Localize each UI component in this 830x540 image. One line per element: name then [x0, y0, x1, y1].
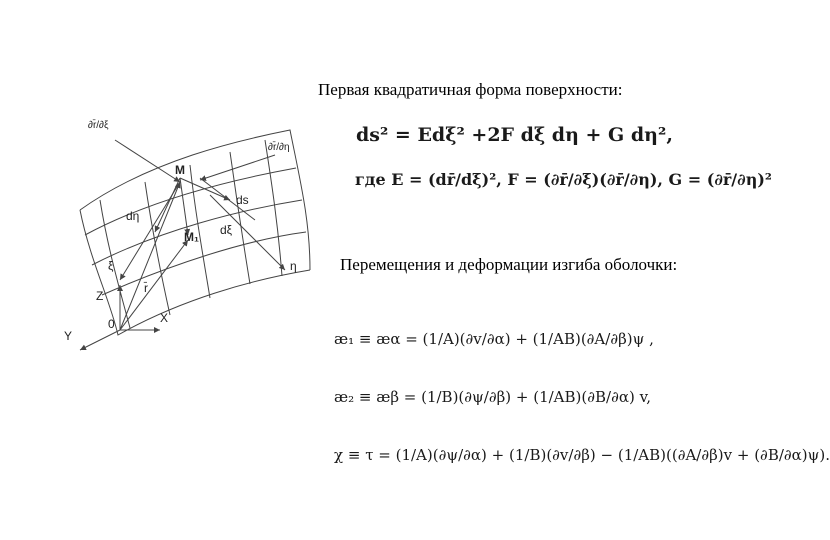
surface-diagram	[60, 100, 360, 360]
kappa1-formula: æ₁ ≡ æα = (1/A)(∂v/∂α) + (1/AB)(∂A/∂β)ψ ,	[334, 330, 654, 348]
label-drdeta: ∂r̄/∂η	[268, 142, 290, 153]
ds2-formula: ds² = Edξ² +2F dξ dη + G dη²,	[356, 124, 673, 146]
first-form-heading: Первая квадратичная форма поверхности:	[318, 80, 623, 99]
coefficients-formula: где E = (dr̄/dξ)², F = (∂r̄/∂ξ)(∂r̄/∂η), G = (∂r̄/∂η)²	[355, 170, 772, 189]
label-drdxi: ∂r̄/∂ξ	[88, 120, 109, 131]
label-M: M	[175, 163, 185, 177]
label-M1: M₁	[184, 230, 199, 244]
chi-formula: χ ≡ τ = (1/A)(∂ψ/∂α) + (1/B)(∂v/∂β) − (1/AB)((∂A/∂β)v + (∂B/∂α)ψ).	[334, 446, 830, 464]
label-xi: ξ	[108, 259, 114, 273]
label-Z: Z	[96, 289, 104, 303]
kappa2-formula: æ₂ ≡ æβ = (1/B)(∂ψ/∂β) + (1/AB)(∂B/∂α) v,	[334, 388, 652, 406]
label-0: 0	[108, 317, 115, 331]
displacements-heading: Перемещения и деформации изгиба оболочки:	[340, 255, 678, 274]
label-eta: η	[290, 259, 297, 273]
label-r: r̄	[144, 281, 148, 295]
label-X: X	[160, 311, 169, 325]
label-dxi: dξ	[220, 223, 233, 237]
label-Y: Y	[64, 329, 73, 343]
label-ds: ds	[236, 193, 249, 207]
label-deta: dη	[126, 209, 140, 223]
